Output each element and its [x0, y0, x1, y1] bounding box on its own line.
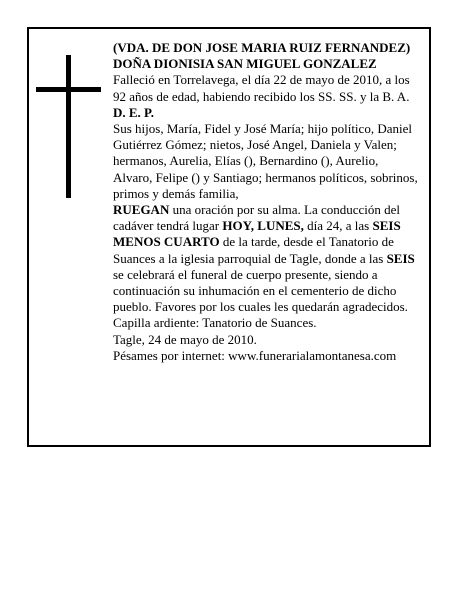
- funeral-text-4: se celebrará el funeral de cuerpo presente, siendo a continuación su inhumación en el cementerio de dicho pueblo. Favores por los cuales les quedarán agradecidos. Capilla ardiente: Tanatorio de Suances.: [113, 266, 408, 331]
- cross-vertical-bar: [66, 55, 71, 198]
- funeral-text-1: una oración por su alma. La conducción del cadáver tendrá lugar: [113, 202, 401, 234]
- funeral-details: [113, 202, 418, 332]
- dep-line: D. E. P.: [113, 104, 155, 120]
- family-list: Sus hijos, María, Fidel y José María; hijo político, Daniel Gutiérrez Gómez; nietos, José Angel, Daniela y Valen; hermanos, Aurelia, Elías (), Bernardino (), Aurelio, Alvaro, Felipe () y Santiago; hermanos políticos, sobrinos, primos y demás familia,: [113, 121, 418, 201]
- condolences-line: Pésames por internet: www.funerarialamontanesa.com: [113, 347, 397, 363]
- obituary-text: [113, 40, 418, 364]
- funeral-text-3: de la tarde, desde el Tanatorio de Suances a la iglesia parroquial de Tagle, donde a las: [113, 234, 394, 266]
- place-date: Tagle, 24 de mayo de 2010.: [113, 331, 257, 347]
- funeral-text-2: día 24, a las: [303, 218, 373, 234]
- seis-label: SEIS: [386, 250, 415, 266]
- cross-horizontal-bar: [36, 87, 101, 92]
- hoy-lunes-label: HOY, LUNES,: [222, 218, 304, 234]
- seis-menos-cuarto-label: SEIS MENOS CUARTO: [113, 218, 401, 250]
- deceased-name: DOÑA DIONISIA SAN MIGUEL GONZALEZ: [113, 56, 377, 72]
- death-info: Falleció en Torrelavega, el día 22 de mayo de 2010, a los 92 años de edad, habiendo recibido los SS. SS. y la B. A.: [113, 72, 410, 104]
- ruegan-label: RUEGAN: [113, 202, 170, 218]
- widow-of-line: (VDA. DE DON JOSE MARIA RUIZ FERNANDEZ): [113, 40, 411, 55]
